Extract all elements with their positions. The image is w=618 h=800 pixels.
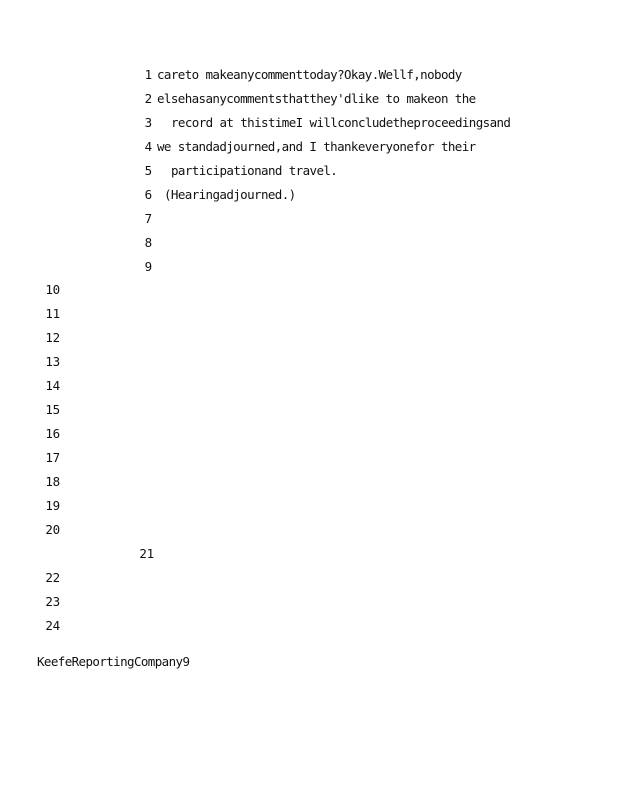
line-text: we standadjourned,and I thankeveryonefor their bbox=[157, 139, 476, 154]
line-number: 15 bbox=[45, 402, 60, 417]
line-number: 6 bbox=[144, 187, 152, 202]
line-text: careto makeanycommenttoday?Okay.Wellf,nobody bbox=[157, 67, 462, 82]
line-number: 2 bbox=[144, 91, 152, 106]
line-number: 18 bbox=[45, 474, 60, 489]
line-number: 17 bbox=[45, 450, 60, 465]
line-number: 8 bbox=[144, 235, 152, 250]
line-number: 11 bbox=[45, 306, 60, 321]
page-footer: KeefeReportingCompany9 bbox=[37, 654, 190, 669]
line-text: elsehasanycommentsthatthey'dlike to makeon the bbox=[157, 91, 476, 106]
line-number: 1 bbox=[144, 67, 152, 82]
line-number: 23 bbox=[45, 594, 60, 609]
line-number: 13 bbox=[45, 354, 60, 369]
line-number: 21 bbox=[139, 546, 154, 561]
line-number: 12 bbox=[45, 330, 60, 345]
line-text: (Hearingadjourned.) bbox=[164, 187, 296, 202]
line-text: record at thistimeI willconcludetheproceedingsand bbox=[171, 115, 511, 130]
line-number: 22 bbox=[45, 570, 60, 585]
line-number: 24 bbox=[45, 618, 60, 633]
line-number: 20 bbox=[45, 522, 60, 537]
line-number: 9 bbox=[144, 259, 152, 274]
line-number: 3 bbox=[144, 115, 152, 130]
line-number: 10 bbox=[45, 282, 60, 297]
line-number: 14 bbox=[45, 378, 60, 393]
line-text: participationand travel. bbox=[171, 163, 338, 178]
line-number: 4 bbox=[144, 139, 152, 154]
line-number: 19 bbox=[45, 498, 60, 513]
line-number: 7 bbox=[144, 211, 152, 226]
line-number: 16 bbox=[45, 426, 60, 441]
line-number: 5 bbox=[144, 163, 152, 178]
